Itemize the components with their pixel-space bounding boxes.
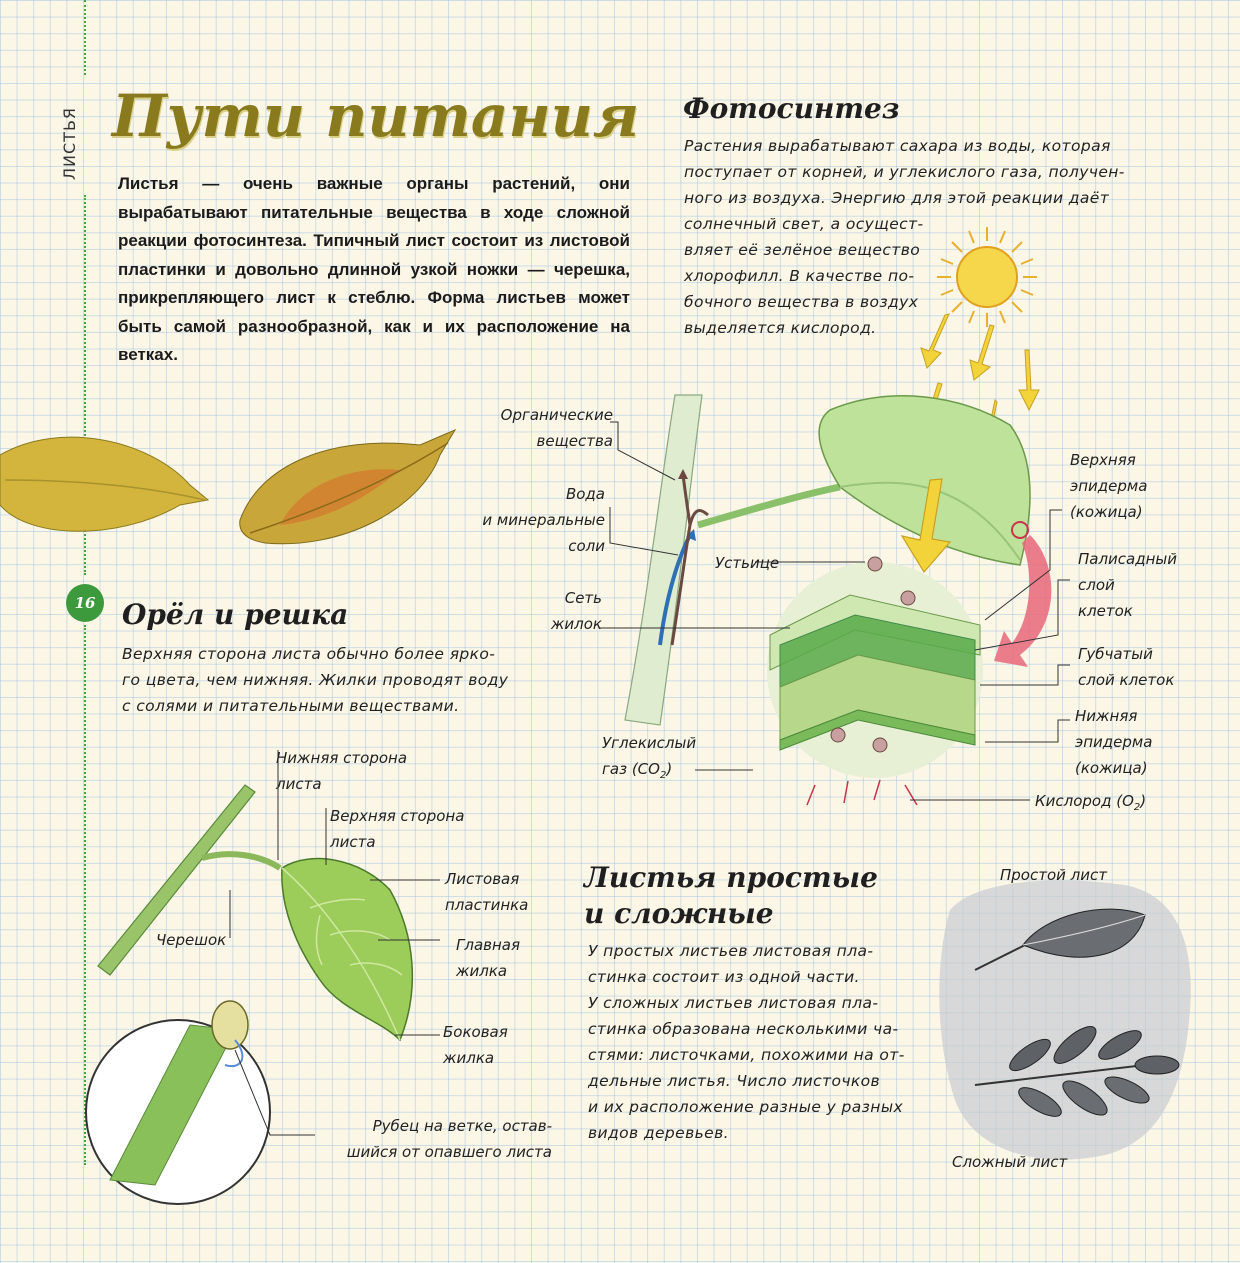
label-spongy: Губчатый слой клеток [1078,645,1175,689]
label-main-vein: Главная жилка [456,936,520,980]
label-stomata: Устьице [715,554,780,572]
simple-compound-text: У простых листьев листовая пла- стинка состоит из одной части. У сложных листьев листовая пла- стинка образована несколькими ча- стями: листочками, похожими на от- дельные листья. Число листочков и их расположение разные у разных видов деревьев. [588,942,905,1142]
label-blade: Листовая пластинка [445,870,529,914]
sun-icon [937,227,1037,327]
photosynthesis-text: Растения вырабатывают сахара из воды, которая поступает от корней, и углекислого газа, получен- ного из воздуха. Энергию для этой реакции даёт солнечный свет, а осущест- вляет её зелёное вещество хлорофилл. В качестве по- бочного вещества в воздух выделяется кислород. [684,137,1125,337]
page-number: 16 [66,584,104,622]
label-lower-side: Нижняя сторона листа [276,749,408,793]
label-scar: Рубец на ветке, остав- шийся от опавшего листа [346,1117,552,1161]
leaf-cross-section [767,557,983,805]
label-water: Вода и минеральные соли [482,485,605,555]
autumn-leaves-illustration [0,425,470,555]
intro-paragraph: Листья — очень важные органы растений, они вырабатывают питательные вещества в ходе сложной реакции фотосинтеза. Типичный лист состоит из листовой пластинки и довольно длинной узкой ножки — черешка, прикрепляющего лист к стеблю. Форма листьев может быть самой разнообразной, как и их расположение на ветках. [118,174,630,364]
label-palisade: Палисадный слой клеток [1078,550,1178,620]
label-petiole: Черешок [156,931,227,949]
petiole [202,854,280,868]
label-oxygen: Кислород $(O_2)$ [1035,792,1147,813]
label-upper-side: Верхняя сторона листа [330,807,465,851]
label-veins: Сеть жилок [550,589,602,633]
label-upper-epidermis: Верхняя эпидерма (кожица) [1070,451,1148,521]
label-compound-leaf: Сложный лист [952,1153,1068,1171]
heads-tails-text: Верхняя сторона листа обычно более ярко- го цвета, чем нижняя. Жилки проводят воду с солями и питательными веществами. [122,645,509,715]
side-section-label: ЛИСТЬЯ [60,106,79,180]
petiole [698,487,840,525]
label-organic: Органические вещества [500,406,613,450]
stem [625,395,702,725]
label-simple-leaf: Простой лист [1000,866,1107,884]
page-title: Пути питания [112,82,640,150]
label-lower-epidermis: Нижняя эпидерма (кожица) [1075,707,1153,777]
heads-tails-title: Орёл и решка [122,598,349,631]
label-side-vein: Боковая жилка [443,1023,508,1067]
simple-compound-title: Листья простые и сложные [584,861,878,930]
photosynthesis-title: Фотосинтез [683,92,900,125]
label-co2: Углекислый газ $(CO_2)$ [602,734,697,781]
simple-compound-illustration [935,870,1205,1170]
side-dotted-line-top [84,0,86,75]
